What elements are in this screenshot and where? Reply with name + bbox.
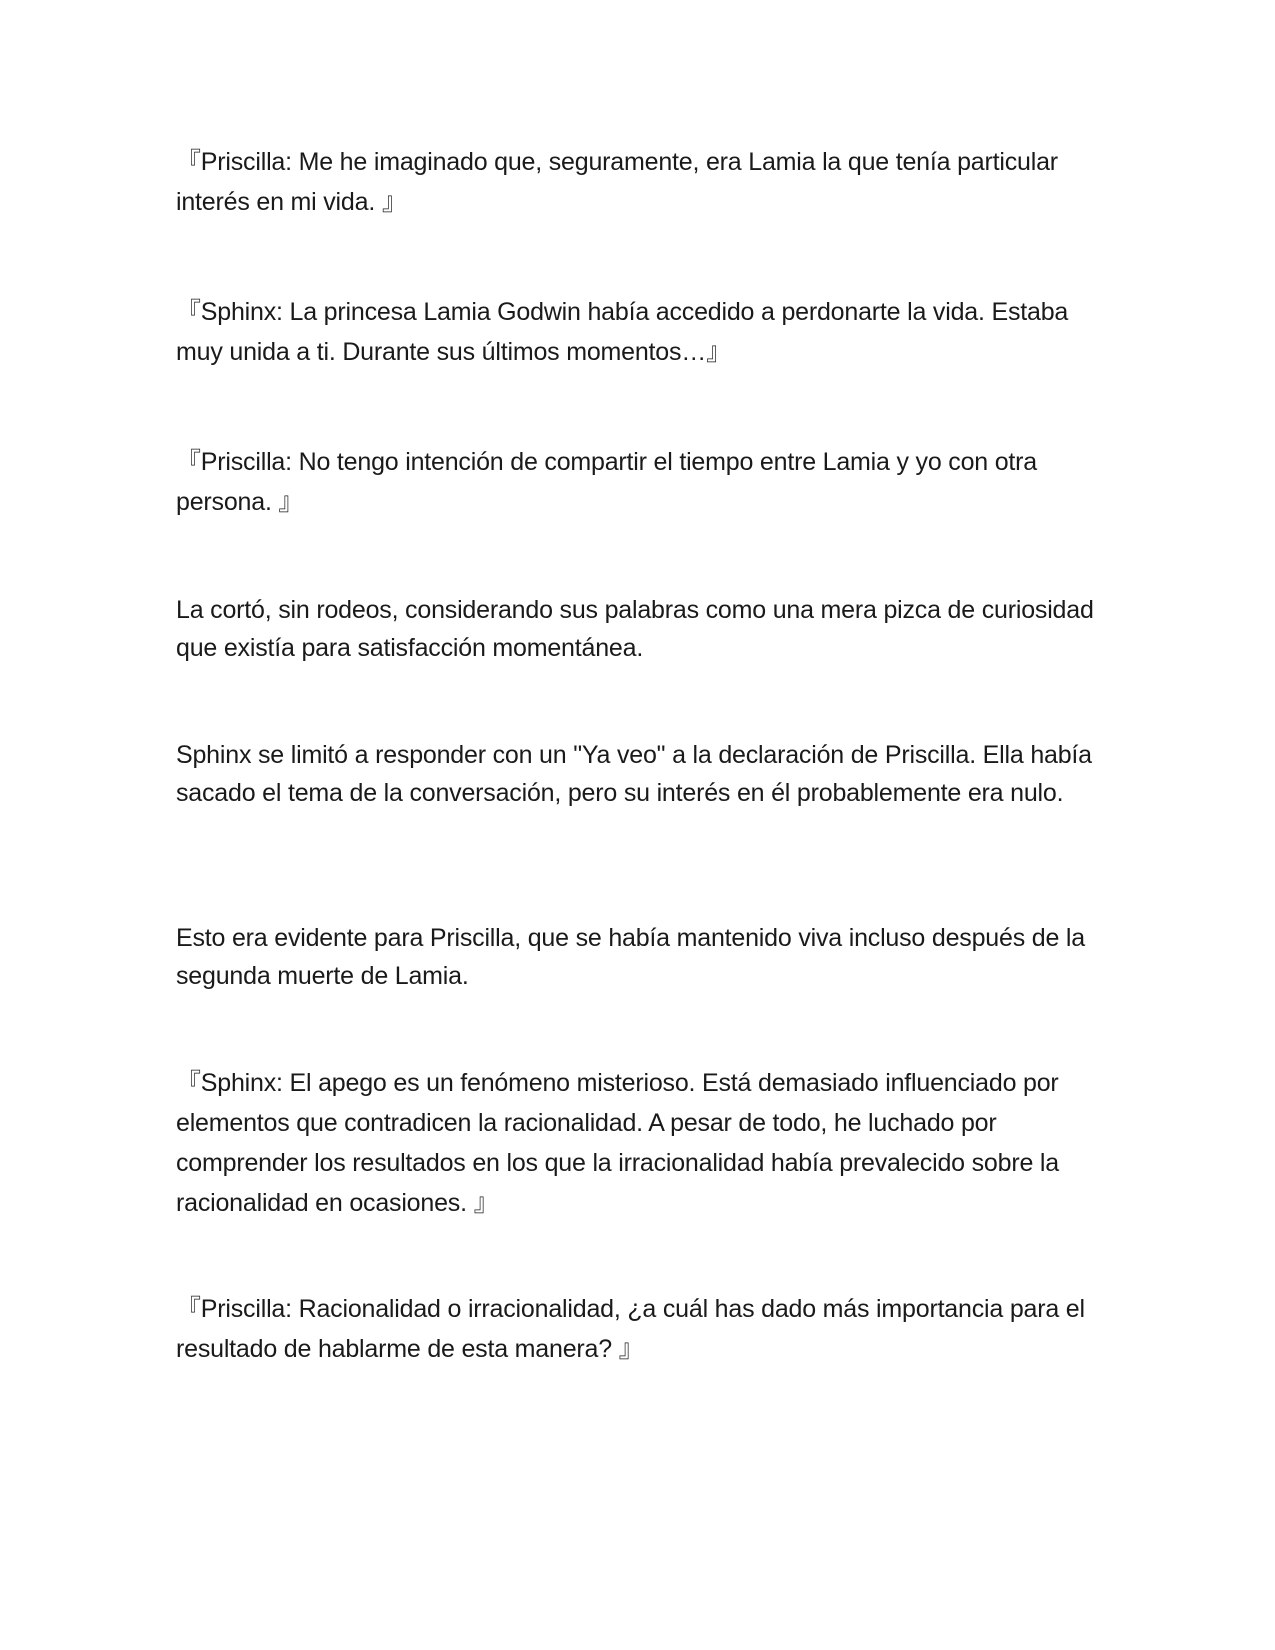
narration-paragraph-3: Esto era evidente para Priscilla, que se había mantenido viva incluso después de la segunda muerte de Lamia.: [176, 924, 1085, 990]
dialogue-priscilla-3: 『Priscilla: Racionalidad o irracionalidad, ¿a cuál has dado más importancia para el resultado de hablarme de esta manera? 』: [176, 1295, 1085, 1363]
dialogue-sphinx-2: 『Sphinx: El apego es un fenómeno misterioso. Está demasiado influenciado por elementos que contradicen la racionalidad. A pesar de todo, he luchado por comprender los resultados en los que la irracionalidad había prevalecido sobre la racionalidad en ocasiones. 』: [176, 1069, 1059, 1217]
narration-paragraph-2: Sphinx se limitó a responder con un "Ya veo" a la declaración de Priscilla. Ella había sacado el tema de la conversación, pero su interés en él probablemente era nulo.: [176, 741, 1092, 807]
narration-paragraph-1: La cortó, sin rodeos, considerando sus palabras como una mera pizca de curiosidad que existía para satisfacción momentánea.: [176, 596, 1094, 662]
dialogue-sphinx-1: 『Sphinx: La princesa Lamia Godwin había accedido a perdonarte la vida. Estaba muy unida a ti. Durante sus últimos momentos…』: [176, 298, 1069, 366]
dialogue-priscilla-1: 『Priscilla: Me he imaginado que, seguramente, era Lamia la que tenía particular interés en mi vida. 』: [176, 148, 1058, 216]
dialogue-priscilla-2: 『Priscilla: No tengo intención de compartir el tiempo entre Lamia y yo con otra persona. 』: [176, 448, 1038, 516]
